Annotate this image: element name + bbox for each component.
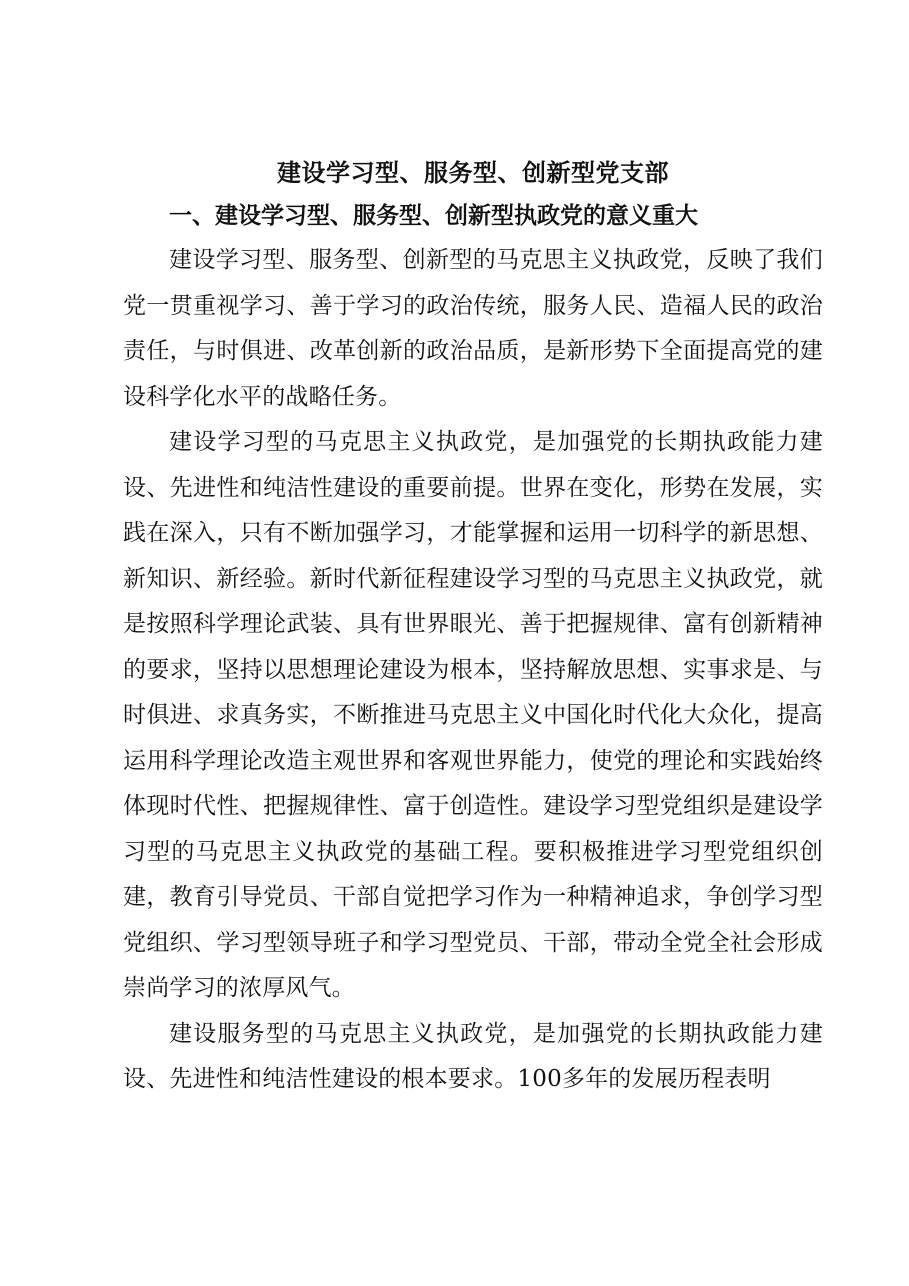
paragraph-service-party: 建设服务型的马克思主义执政党，是加强党的长期执政能力建设、先进性和纯洁性建设的根本要求。100多年的发展历程表明 <box>123 1020 823 1092</box>
section-heading: 一、建设学习型、服务型、创新型执政党的意义重大 <box>169 202 698 229</box>
paragraph-intro: 建设学习型、服务型、创新型的马克思主义执政党，反映了我们党一贯重视学习、善于学习的政治传统，服务人民、造福人民的政治责任，与时俱进、改革创新的政治品质，是新形势下全面提高党的建设科学化水平的战略任务。 <box>123 247 823 410</box>
paragraph-learning-party: 建设学习型的马克思主义执政党，是加强党的长期执政能力建设、先进性和纯洁性建设的重要前提。世界在变化，形势在发展，实践在深入，只有不断加强学习，才能掌握和运用一切科学的新思想、新知识、新经验。新时代新征程建设学习型的马克思主义执政党，就是按照科学理论武装、具有世界眼光、善于把握规律、富有创新精神的要求，坚持以思想理论建设为根本，坚持解放思想、实事求是、与时俱进、求真务实，不断推进马克思主义中国化时代化大众化，提高运用科学理论改造主观世界和客观世界能力，使党的理论和实践始终体现时代性、把握规律性、富于创造性。建设学习型党组织是建设学习型的马克思主义执政党的基础工程。要积极推进学习型党组织创建，教育引导党员、干部自觉把学习作为一种精神追求，争创学习型党组织、学习型领导班子和学习型党员、干部，带动全党全社会形成崇尚学习的浓厚风气。 <box>123 429 823 1001</box>
document-title: 建设学习型、服务型、创新型党支部 <box>277 158 669 187</box>
document-page <box>123 152 823 1103</box>
